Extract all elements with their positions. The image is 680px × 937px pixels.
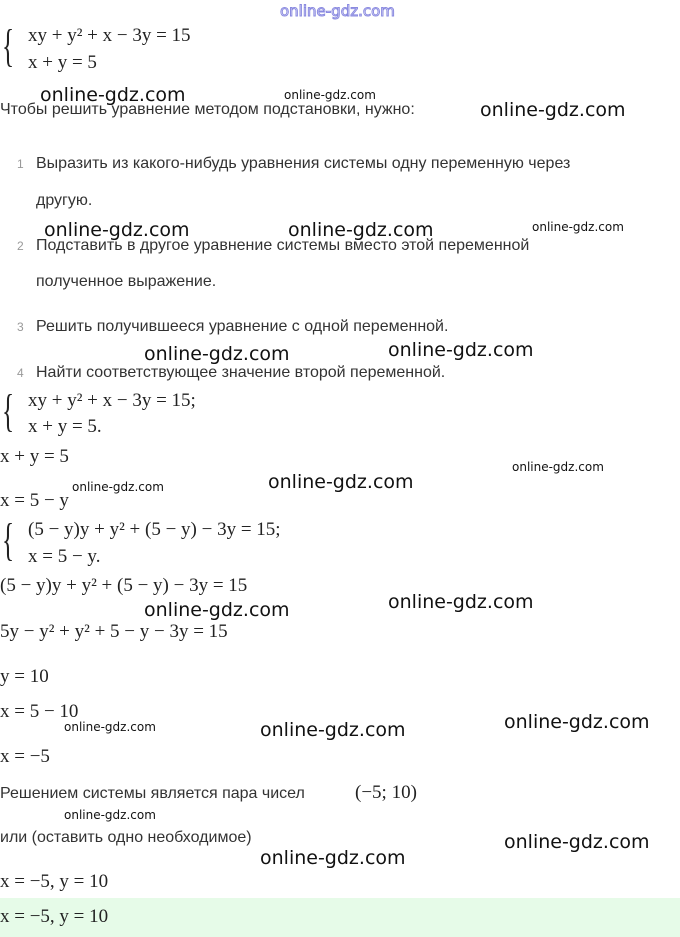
watermark: online-gdz.com [64,808,156,822]
solution-text: Решением системы является пара чисел [0,785,305,802]
watermark: online-gdz.com [72,480,164,494]
system2-eq1: xy + y² + x − 3y = 15; [28,390,196,411]
watermark: online-gdz.com [280,2,395,20]
brace-icon: { [2,385,15,436]
step-text: Подставить в другое уравнение системы вместо этой переменной [36,237,530,254]
solution-pair: (−5; 10) [355,782,417,803]
watermark: online-gdz.com [284,88,376,102]
watermark: online-gdz.com [144,599,290,621]
step-text: полученное выражение. [36,273,217,290]
step-text: Решить получившееся уравнение с одной переменной. [36,318,449,335]
watermark: online-gdz.com [532,220,624,234]
system1-eq1: xy + y² + x − 3y = 15 [28,25,191,46]
watermark: online-gdz.com [64,720,156,734]
step-number: 3 [17,320,24,334]
final-answer: x = −5, y = 10 [0,906,109,927]
brace-icon: { [2,514,15,565]
watermark: online-gdz.com [480,99,626,121]
watermark: online-gdz.com [288,219,434,241]
watermark: online-gdz.com [512,460,604,474]
step-text: Найти соответствующее значение второй переменной. [36,364,446,381]
equation-line: x = 5 − 10 [0,701,79,722]
watermark: online-gdz.com [40,84,186,106]
step-text: Выразить из какого-нибудь уравнения системы одну переменную через [36,155,571,172]
system1-eq2: x + y = 5 [28,52,97,73]
system3-eq1: (5 − y)y + y² + (5 − y) − 3y = 15; [28,519,281,540]
or-text: или (оставить одно необходимое) [0,829,252,846]
watermark: online-gdz.com [388,339,534,361]
answer-line: x = −5, y = 10 [0,871,109,892]
equation-line: x + y = 5 [0,446,69,467]
system2-eq2: x + y = 5. [28,416,102,437]
equation-line: 5y − y² + y² + 5 − y − 3y = 15 [0,621,228,642]
equation-line: x = 5 − y [0,490,69,511]
intro-text: Чтобы решить уравнение методом подстановки, нужно: [0,101,415,118]
system3-eq2: x = 5 − y. [28,546,101,567]
watermark: online-gdz.com [144,343,290,365]
step-number: 4 [17,366,24,380]
equation-line: y = 10 [0,666,49,687]
watermark: online-gdz.com [44,219,190,241]
watermark: online-gdz.com [388,591,534,613]
step-number: 2 [17,239,24,253]
step-text: другую. [36,192,93,209]
watermark: online-gdz.com [260,719,406,741]
brace-icon: { [2,20,15,71]
equation-line: (5 − y)y + y² + (5 − y) − 3y = 15 [0,575,248,596]
watermark: online-gdz.com [504,711,650,733]
watermark: online-gdz.com [268,471,414,493]
equation-line: x = −5 [0,746,50,767]
watermark: online-gdz.com [260,847,406,869]
watermark: online-gdz.com [504,831,650,853]
step-number: 1 [17,157,24,171]
